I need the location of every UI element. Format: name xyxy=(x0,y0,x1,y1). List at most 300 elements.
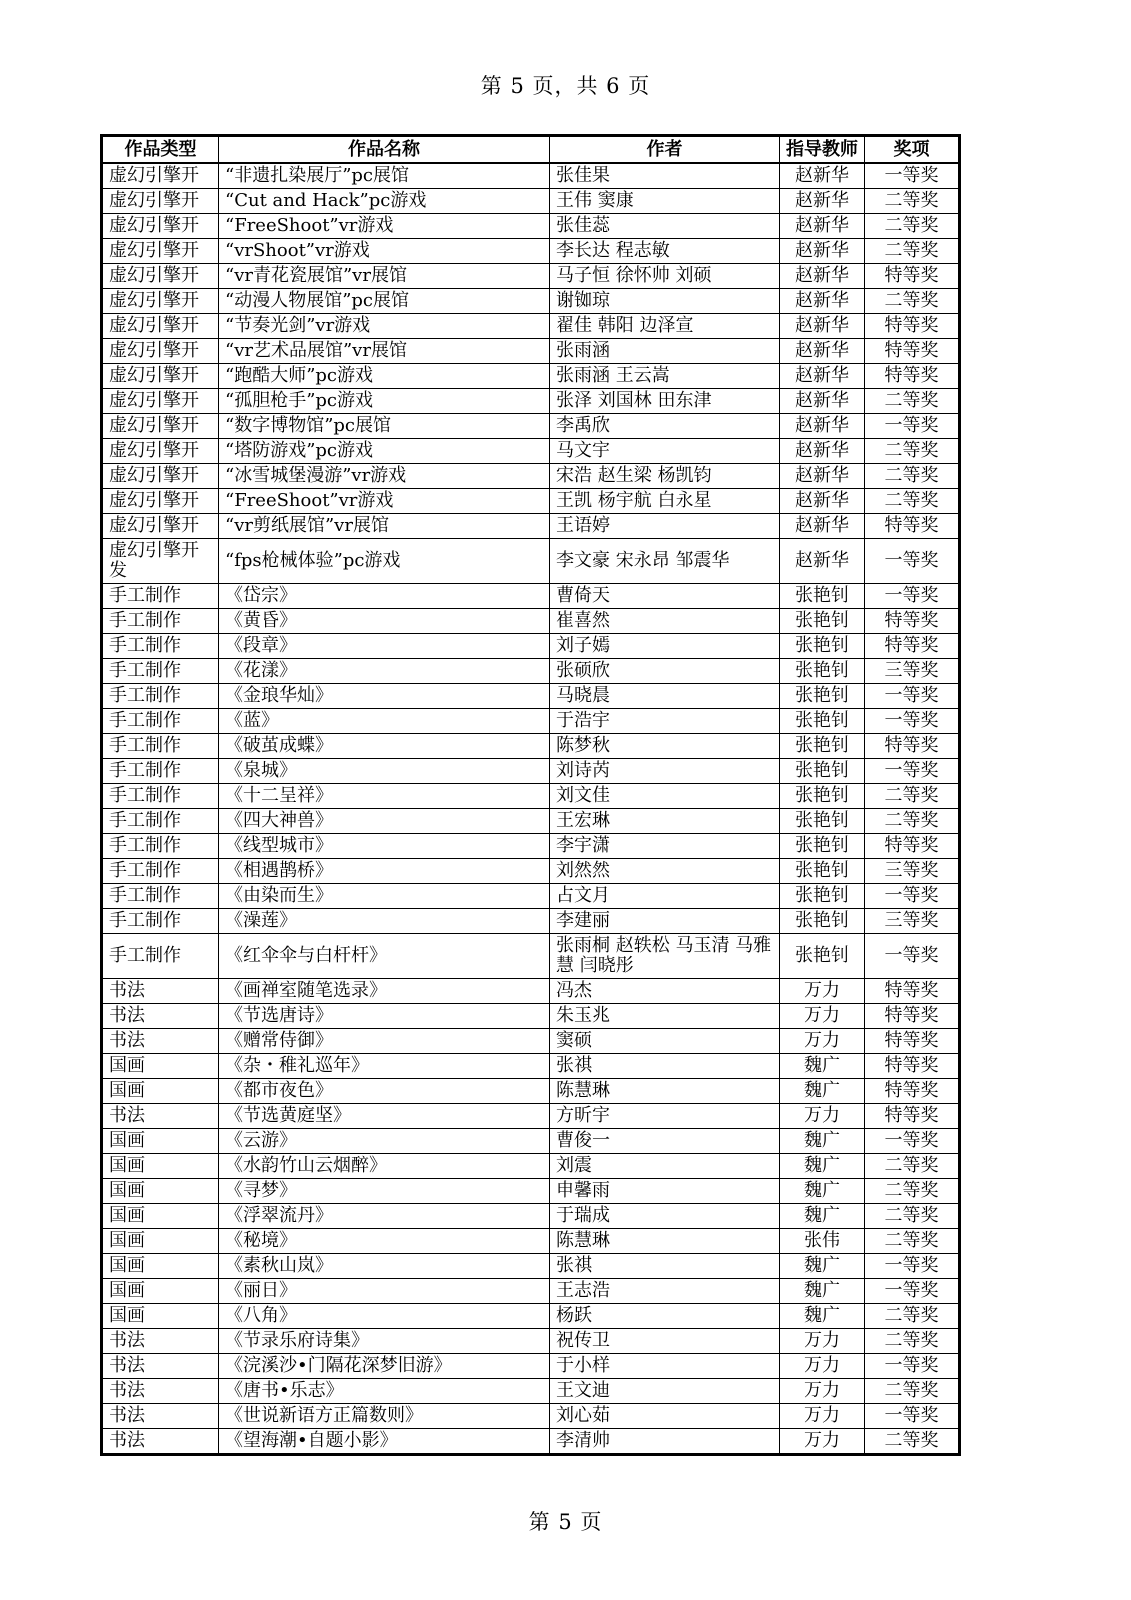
cell-award: 二等奖 xyxy=(865,1329,960,1354)
cell-advisor: 张伟 xyxy=(780,1229,865,1254)
cell-author: 马子恒 徐怀帅 刘硕 xyxy=(550,264,780,289)
cell-advisor: 万力 xyxy=(780,979,865,1004)
cell-award: 三等奖 xyxy=(865,859,960,884)
cell-award: 特等奖 xyxy=(865,339,960,364)
cell-work-title: 《画禅室随笔选录》 xyxy=(219,979,550,1004)
cell-award: 二等奖 xyxy=(865,1429,960,1455)
cell-work-type: 手工制作 xyxy=(102,909,219,934)
table-row xyxy=(102,364,960,389)
table-row xyxy=(102,1154,960,1179)
cell-work-title: 《望海潮•自题小影》 xyxy=(219,1429,550,1455)
awards-table xyxy=(100,134,961,1456)
cell-work-type: 书法 xyxy=(102,1354,219,1379)
cell-author: 王志浩 xyxy=(550,1279,780,1304)
cell-advisor: 万力 xyxy=(780,1104,865,1129)
table-row xyxy=(102,163,960,189)
table-row xyxy=(102,489,960,514)
cell-advisor: 赵新华 xyxy=(780,389,865,414)
cell-advisor: 赵新华 xyxy=(780,539,865,584)
table-row xyxy=(102,634,960,659)
header-work-title: 作品名称 xyxy=(219,136,550,164)
cell-author: 王语婷 xyxy=(550,514,780,539)
cell-advisor: 赵新华 xyxy=(780,464,865,489)
cell-work-title: 《丽日》 xyxy=(219,1279,550,1304)
table-row xyxy=(102,584,960,609)
cell-advisor: 魏广 xyxy=(780,1254,865,1279)
cell-advisor: 赵新华 xyxy=(780,364,865,389)
cell-award: 特等奖 xyxy=(865,634,960,659)
cell-advisor: 赵新华 xyxy=(780,489,865,514)
table-row xyxy=(102,1104,960,1129)
table-row xyxy=(102,1204,960,1229)
cell-award: 二等奖 xyxy=(865,809,960,834)
cell-award: 特等奖 xyxy=(865,264,960,289)
cell-award: 特等奖 xyxy=(865,514,960,539)
table-row xyxy=(102,1029,960,1054)
cell-advisor: 赵新华 xyxy=(780,514,865,539)
table-row xyxy=(102,1004,960,1029)
cell-work-title: 《节录乐府诗集》 xyxy=(219,1329,550,1354)
cell-work-type: 书法 xyxy=(102,979,219,1004)
cell-author: 张祺 xyxy=(550,1054,780,1079)
table-row xyxy=(102,1379,960,1404)
cell-author: 张雨涵 xyxy=(550,339,780,364)
table-row xyxy=(102,514,960,539)
table-row xyxy=(102,709,960,734)
cell-advisor: 张艳钊 xyxy=(780,759,865,784)
cell-work-title: 《岱宗》 xyxy=(219,584,550,609)
cell-work-type: 国画 xyxy=(102,1179,219,1204)
cell-work-type: 手工制作 xyxy=(102,809,219,834)
cell-author: 占文月 xyxy=(550,884,780,909)
cell-work-type: 虚幻引擎开 xyxy=(102,339,219,364)
cell-award: 一等奖 xyxy=(865,163,960,189)
cell-advisor: 张艳钊 xyxy=(780,634,865,659)
cell-work-type: 虚幻引擎开 xyxy=(102,464,219,489)
cell-work-title: 《杂・稚礼巡年》 xyxy=(219,1054,550,1079)
cell-advisor: 张艳钊 xyxy=(780,734,865,759)
cell-advisor: 赵新华 xyxy=(780,314,865,339)
table-row xyxy=(102,609,960,634)
cell-work-type: 虚幻引擎开 xyxy=(102,514,219,539)
cell-work-type: 虚幻引擎开 xyxy=(102,439,219,464)
cell-award: 特等奖 xyxy=(865,834,960,859)
cell-award: 特等奖 xyxy=(865,314,960,339)
cell-work-title: “vr青花瓷展馆”vr展馆 xyxy=(219,264,550,289)
cell-award: 二等奖 xyxy=(865,1379,960,1404)
cell-advisor: 魏广 xyxy=(780,1279,865,1304)
cell-work-type: 书法 xyxy=(102,1029,219,1054)
cell-advisor: 万力 xyxy=(780,1354,865,1379)
cell-advisor: 张艳钊 xyxy=(780,709,865,734)
cell-advisor: 张艳钊 xyxy=(780,784,865,809)
cell-award: 特等奖 xyxy=(865,609,960,634)
cell-author: 刘文佳 xyxy=(550,784,780,809)
cell-work-type: 书法 xyxy=(102,1104,219,1129)
cell-advisor: 张艳钊 xyxy=(780,684,865,709)
cell-work-type: 书法 xyxy=(102,1379,219,1404)
cell-work-type: 虚幻引擎开 xyxy=(102,489,219,514)
cell-work-title: 《破茧成蝶》 xyxy=(219,734,550,759)
cell-advisor: 万力 xyxy=(780,1004,865,1029)
cell-work-type: 虚幻引擎开 xyxy=(102,389,219,414)
cell-work-type: 虚幻引擎开 xyxy=(102,189,219,214)
cell-work-title: 《都市夜色》 xyxy=(219,1079,550,1104)
cell-author: 冯杰 xyxy=(550,979,780,1004)
cell-award: 一等奖 xyxy=(865,934,960,979)
table-row xyxy=(102,214,960,239)
cell-work-title: 《金琅华灿》 xyxy=(219,684,550,709)
cell-work-title: 《花漾》 xyxy=(219,659,550,684)
cell-work-title: 《澡莲》 xyxy=(219,909,550,934)
cell-work-title: 《泉城》 xyxy=(219,759,550,784)
cell-author: 于小样 xyxy=(550,1354,780,1379)
cell-author: 王凯 杨宇航 白永星 xyxy=(550,489,780,514)
cell-award: 二等奖 xyxy=(865,214,960,239)
table-row xyxy=(102,314,960,339)
cell-author: 张泽 刘国林 田东津 xyxy=(550,389,780,414)
cell-award: 一等奖 xyxy=(865,1279,960,1304)
cell-work-title: 《相遇鹊桥》 xyxy=(219,859,550,884)
table-row xyxy=(102,1129,960,1154)
table-body xyxy=(102,163,960,1455)
cell-work-title: 《唐书•乐志》 xyxy=(219,1379,550,1404)
cell-work-title: 《线型城市》 xyxy=(219,834,550,859)
cell-work-title: “非遗扎染展厅”pc展馆 xyxy=(219,163,550,189)
cell-award: 特等奖 xyxy=(865,1079,960,1104)
cell-award: 特等奖 xyxy=(865,364,960,389)
cell-work-title: 《节选黄庭坚》 xyxy=(219,1104,550,1129)
cell-award: 二等奖 xyxy=(865,1204,960,1229)
cell-author: 刘心茹 xyxy=(550,1404,780,1429)
table-row xyxy=(102,909,960,934)
table-row xyxy=(102,684,960,709)
cell-award: 一等奖 xyxy=(865,1254,960,1279)
cell-advisor: 赵新华 xyxy=(780,339,865,364)
cell-advisor: 赵新华 xyxy=(780,264,865,289)
cell-work-type: 书法 xyxy=(102,1404,219,1429)
cell-author: 王宏琳 xyxy=(550,809,780,834)
cell-award: 二等奖 xyxy=(865,239,960,264)
cell-author: 于瑞成 xyxy=(550,1204,780,1229)
cell-work-title: 《蓝》 xyxy=(219,709,550,734)
cell-author: 曹倚天 xyxy=(550,584,780,609)
table-row xyxy=(102,1279,960,1304)
table-row xyxy=(102,339,960,364)
cell-work-title: “跑酷大师”pc游戏 xyxy=(219,364,550,389)
cell-award: 一等奖 xyxy=(865,884,960,909)
cell-work-type: 国画 xyxy=(102,1254,219,1279)
table-row xyxy=(102,189,960,214)
cell-advisor: 张艳钊 xyxy=(780,659,865,684)
table-row xyxy=(102,464,960,489)
table-row xyxy=(102,834,960,859)
cell-work-type: 手工制作 xyxy=(102,859,219,884)
cell-work-type: 国画 xyxy=(102,1229,219,1254)
table-row xyxy=(102,659,960,684)
cell-award: 二等奖 xyxy=(865,1179,960,1204)
cell-work-title: 《世说新语方正篇数则》 xyxy=(219,1404,550,1429)
cell-award: 特等奖 xyxy=(865,979,960,1004)
cell-author: 朱玉兆 xyxy=(550,1004,780,1029)
table-row xyxy=(102,1179,960,1204)
table-row xyxy=(102,934,960,979)
cell-work-title: 《赠常侍御》 xyxy=(219,1029,550,1054)
cell-work-type: 书法 xyxy=(102,1429,219,1455)
table-row xyxy=(102,1079,960,1104)
cell-work-type: 手工制作 xyxy=(102,684,219,709)
page-footer: 第 5 页 xyxy=(528,1510,603,1534)
cell-advisor: 张艳钊 xyxy=(780,909,865,934)
cell-advisor: 赵新华 xyxy=(780,439,865,464)
cell-work-title: “vr艺术品展馆”vr展馆 xyxy=(219,339,550,364)
cell-work-title: 《由染而生》 xyxy=(219,884,550,909)
cell-author: 王伟 窦康 xyxy=(550,189,780,214)
cell-work-type: 国画 xyxy=(102,1304,219,1329)
table-row xyxy=(102,439,960,464)
cell-advisor: 魏广 xyxy=(780,1179,865,1204)
cell-author: 崔喜然 xyxy=(550,609,780,634)
cell-work-title: 《十二呈祥》 xyxy=(219,784,550,809)
cell-work-title: 《寻梦》 xyxy=(219,1179,550,1204)
cell-author: 李禹欣 xyxy=(550,414,780,439)
cell-work-type: 国画 xyxy=(102,1054,219,1079)
cell-work-type: 手工制作 xyxy=(102,784,219,809)
cell-award: 二等奖 xyxy=(865,189,960,214)
table-row xyxy=(102,1254,960,1279)
cell-award: 一等奖 xyxy=(865,584,960,609)
cell-work-type: 书法 xyxy=(102,1329,219,1354)
cell-author: 谢铷琼 xyxy=(550,289,780,314)
cell-work-type: 手工制作 xyxy=(102,609,219,634)
cell-work-title: “动漫人物展馆”pc展馆 xyxy=(219,289,550,314)
cell-author: 方昕宇 xyxy=(550,1104,780,1129)
cell-award: 二等奖 xyxy=(865,439,960,464)
cell-work-type: 国画 xyxy=(102,1279,219,1304)
table-row xyxy=(102,239,960,264)
cell-author: 陈梦秋 xyxy=(550,734,780,759)
cell-work-type: 手工制作 xyxy=(102,634,219,659)
cell-author: 马晓晨 xyxy=(550,684,780,709)
cell-work-title: “vrShoot”vr游戏 xyxy=(219,239,550,264)
cell-award: 一等奖 xyxy=(865,414,960,439)
table-row xyxy=(102,264,960,289)
cell-advisor: 魏广 xyxy=(780,1304,865,1329)
table-row xyxy=(102,289,960,314)
cell-work-title: “数字博物馆”pc展馆 xyxy=(219,414,550,439)
cell-work-title: 《四大神兽》 xyxy=(219,809,550,834)
cell-author: 刘震 xyxy=(550,1154,780,1179)
cell-work-title: “FreeShoot”vr游戏 xyxy=(219,489,550,514)
header-award: 奖项 xyxy=(865,136,960,164)
cell-author: 李清帅 xyxy=(550,1429,780,1455)
cell-advisor: 魏广 xyxy=(780,1154,865,1179)
table-row xyxy=(102,389,960,414)
cell-work-title: 《素秋山岚》 xyxy=(219,1254,550,1279)
cell-work-title: 《节选唐诗》 xyxy=(219,1004,550,1029)
table-row xyxy=(102,1354,960,1379)
cell-work-type: 国画 xyxy=(102,1154,219,1179)
cell-advisor: 魏广 xyxy=(780,1079,865,1104)
cell-award: 二等奖 xyxy=(865,289,960,314)
cell-advisor: 赵新华 xyxy=(780,289,865,314)
table-row xyxy=(102,1329,960,1354)
cell-award: 一等奖 xyxy=(865,1354,960,1379)
table-row xyxy=(102,1429,960,1455)
table-row xyxy=(102,809,960,834)
cell-author: 王文迪 xyxy=(550,1379,780,1404)
cell-advisor: 张艳钊 xyxy=(780,859,865,884)
cell-advisor: 万力 xyxy=(780,1429,865,1455)
cell-advisor: 张艳钊 xyxy=(780,934,865,979)
cell-work-type: 虚幻引擎开 xyxy=(102,364,219,389)
cell-author: 张雨桐 赵轶松 马玉清 马雅慧 闫晓彤 xyxy=(550,934,780,979)
cell-author: 李宇潇 xyxy=(550,834,780,859)
cell-work-type: 手工制作 xyxy=(102,934,219,979)
table-row xyxy=(102,979,960,1004)
cell-work-title: “节奏光剑”vr游戏 xyxy=(219,314,550,339)
cell-work-title: “Cut and Hack”pc游戏 xyxy=(219,189,550,214)
cell-author: 窦硕 xyxy=(550,1029,780,1054)
cell-work-title: “塔防游戏”pc游戏 xyxy=(219,439,550,464)
cell-work-type: 虚幻引擎开 xyxy=(102,289,219,314)
cell-author: 李文豪 宋永昂 邹震华 xyxy=(550,539,780,584)
cell-author: 马文宇 xyxy=(550,439,780,464)
table-row xyxy=(102,1304,960,1329)
table-row xyxy=(102,734,960,759)
cell-work-type: 国画 xyxy=(102,1204,219,1229)
table-row xyxy=(102,859,960,884)
cell-work-title: 《水韵竹山云烟醉》 xyxy=(219,1154,550,1179)
cell-work-type: 虚幻引擎开 xyxy=(102,314,219,339)
cell-advisor: 赵新华 xyxy=(780,189,865,214)
cell-author: 申馨雨 xyxy=(550,1179,780,1204)
cell-work-title: 《红伞伞与白杆杆》 xyxy=(219,934,550,979)
table-row xyxy=(102,539,960,584)
cell-award: 特等奖 xyxy=(865,734,960,759)
cell-advisor: 赵新华 xyxy=(780,163,865,189)
cell-work-type: 手工制作 xyxy=(102,834,219,859)
table-row xyxy=(102,884,960,909)
cell-work-type: 虚幻引擎开 xyxy=(102,264,219,289)
cell-work-title: “冰雪城堡漫游”vr游戏 xyxy=(219,464,550,489)
cell-advisor: 魏广 xyxy=(780,1204,865,1229)
cell-author: 李建丽 xyxy=(550,909,780,934)
cell-work-type: 虚幻引擎开 xyxy=(102,239,219,264)
cell-work-title: “FreeShoot”vr游戏 xyxy=(219,214,550,239)
table-row xyxy=(102,1404,960,1429)
cell-award: 特等奖 xyxy=(865,1054,960,1079)
cell-work-type: 国画 xyxy=(102,1079,219,1104)
cell-advisor: 张艳钊 xyxy=(780,834,865,859)
cell-award: 特等奖 xyxy=(865,1029,960,1054)
cell-author: 翟佳 韩阳 边泽宣 xyxy=(550,314,780,339)
cell-work-title: 《八角》 xyxy=(219,1304,550,1329)
cell-author: 张佳果 xyxy=(550,163,780,189)
cell-advisor: 赵新华 xyxy=(780,214,865,239)
cell-award: 三等奖 xyxy=(865,659,960,684)
cell-author: 李长达 程志敏 xyxy=(550,239,780,264)
cell-award: 一等奖 xyxy=(865,759,960,784)
cell-work-title: 《黄昏》 xyxy=(219,609,550,634)
cell-author: 张祺 xyxy=(550,1254,780,1279)
cell-award: 二等奖 xyxy=(865,1154,960,1179)
table-row xyxy=(102,784,960,809)
header-author: 作者 xyxy=(550,136,780,164)
cell-award: 二等奖 xyxy=(865,464,960,489)
cell-award: 一等奖 xyxy=(865,709,960,734)
cell-advisor: 万力 xyxy=(780,1379,865,1404)
cell-author: 陈慧琳 xyxy=(550,1229,780,1254)
cell-award: 二等奖 xyxy=(865,784,960,809)
page-header: 第 5 页，共 6 页 xyxy=(480,74,651,98)
cell-author: 刘诗芮 xyxy=(550,759,780,784)
cell-award: 特等奖 xyxy=(865,1004,960,1029)
cell-work-title: “fps枪械体验”pc游戏 xyxy=(219,539,550,584)
table-row xyxy=(102,1229,960,1254)
cell-work-type: 手工制作 xyxy=(102,659,219,684)
table-row xyxy=(102,414,960,439)
cell-work-type: 手工制作 xyxy=(102,709,219,734)
cell-advisor: 张艳钊 xyxy=(780,884,865,909)
cell-work-type: 虚幻引擎开 xyxy=(102,214,219,239)
cell-advisor: 赵新华 xyxy=(780,414,865,439)
cell-work-type: 手工制作 xyxy=(102,759,219,784)
cell-advisor: 张艳钊 xyxy=(780,609,865,634)
cell-award: 一等奖 xyxy=(865,1404,960,1429)
cell-author: 张佳蕊 xyxy=(550,214,780,239)
cell-work-title: 《秘境》 xyxy=(219,1229,550,1254)
cell-author: 杨跃 xyxy=(550,1304,780,1329)
cell-author: 祝传卫 xyxy=(550,1329,780,1354)
cell-work-type: 手工制作 xyxy=(102,884,219,909)
cell-advisor: 万力 xyxy=(780,1329,865,1354)
cell-advisor: 万力 xyxy=(780,1404,865,1429)
cell-work-title: “孤胆枪手”pc游戏 xyxy=(219,389,550,414)
cell-award: 二等奖 xyxy=(865,389,960,414)
cell-work-title: 《段章》 xyxy=(219,634,550,659)
cell-work-title: 《云游》 xyxy=(219,1129,550,1154)
cell-award: 二等奖 xyxy=(865,1229,960,1254)
cell-work-type: 手工制作 xyxy=(102,734,219,759)
cell-author: 曹俊一 xyxy=(550,1129,780,1154)
cell-author: 刘子嫣 xyxy=(550,634,780,659)
table-row xyxy=(102,1054,960,1079)
cell-advisor: 万力 xyxy=(780,1029,865,1054)
cell-award: 特等奖 xyxy=(865,1104,960,1129)
cell-work-type: 手工制作 xyxy=(102,584,219,609)
cell-work-type: 书法 xyxy=(102,1004,219,1029)
cell-author: 刘然然 xyxy=(550,859,780,884)
cell-award: 二等奖 xyxy=(865,489,960,514)
cell-author: 宋浩 赵生梁 杨凯钧 xyxy=(550,464,780,489)
cell-work-type: 国画 xyxy=(102,1129,219,1154)
cell-advisor: 张艳钊 xyxy=(780,584,865,609)
cell-author: 张硕欣 xyxy=(550,659,780,684)
cell-author: 于浩宇 xyxy=(550,709,780,734)
cell-author: 陈慧琳 xyxy=(550,1079,780,1104)
cell-award: 一等奖 xyxy=(865,539,960,584)
cell-award: 三等奖 xyxy=(865,909,960,934)
cell-advisor: 魏广 xyxy=(780,1129,865,1154)
cell-work-title: 《浮翠流丹》 xyxy=(219,1204,550,1229)
table-row xyxy=(102,759,960,784)
table-header-row xyxy=(102,136,960,164)
cell-advisor: 魏广 xyxy=(780,1054,865,1079)
header-advisor: 指导教师 xyxy=(780,136,865,164)
cell-work-type: 虚幻引擎开发 xyxy=(102,539,219,584)
cell-work-type: 虚幻引擎开 xyxy=(102,163,219,189)
